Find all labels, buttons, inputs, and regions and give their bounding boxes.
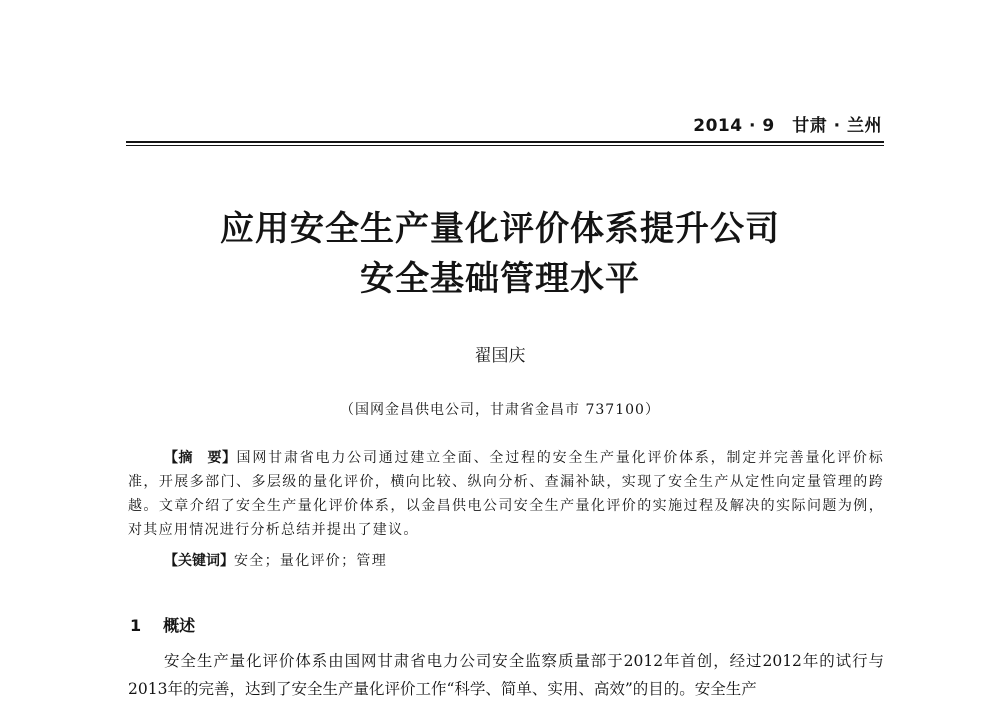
author-affiliation: （国网金昌供电公司，甘肃省金昌市 737100） (340, 402, 660, 418)
keywords-label: 【关键词】 (164, 553, 234, 569)
section-title: 概述 (163, 616, 196, 635)
header-rule-thin (126, 145, 884, 146)
abstract-text: 国网甘肃省电力公司通过建立全面、全过程的安全生产量化评价体系，制定并完善量化评价标准，开展多部门、多层级的量化评价，横向比较、纵向分析、查漏补缺，实现了安全生产从定性向定量管理的跨越。文章介绍了安全生产量化评价体系，以金昌供电公司安全生产量化评价的实施过程及解决的实际问题为例，对其应用情况进行分析总结并提出了建议。 (128, 450, 884, 538)
abstract-label: 【摘 要】 (164, 450, 237, 466)
header-rule-thick (126, 141, 884, 143)
journal-issue-info: 2014 · 9 甘肃 · 兰州 (693, 116, 882, 136)
keywords (164, 550, 387, 570)
section-body (128, 647, 884, 703)
section-number: 1 (130, 616, 142, 635)
abstract (128, 446, 884, 542)
section-paragraph: 安全生产量化评价体系由国网甘肃省电力公司安全监察质量部于2012年首创，经过2012年的试行与2013年的完善，达到了安全生产量化评价工作“科学、简单、实用、高效”的目的。安全生产 (128, 652, 884, 698)
article-title-line1: 应用安全生产量化评价体系提升公司 (220, 209, 780, 249)
section-heading (130, 613, 195, 636)
article-title-line2: 安全基础管理水平 (360, 259, 640, 299)
author-name: 翟国庆 (474, 346, 526, 366)
keywords-text: 安全；量化评价；管理 (234, 553, 387, 569)
